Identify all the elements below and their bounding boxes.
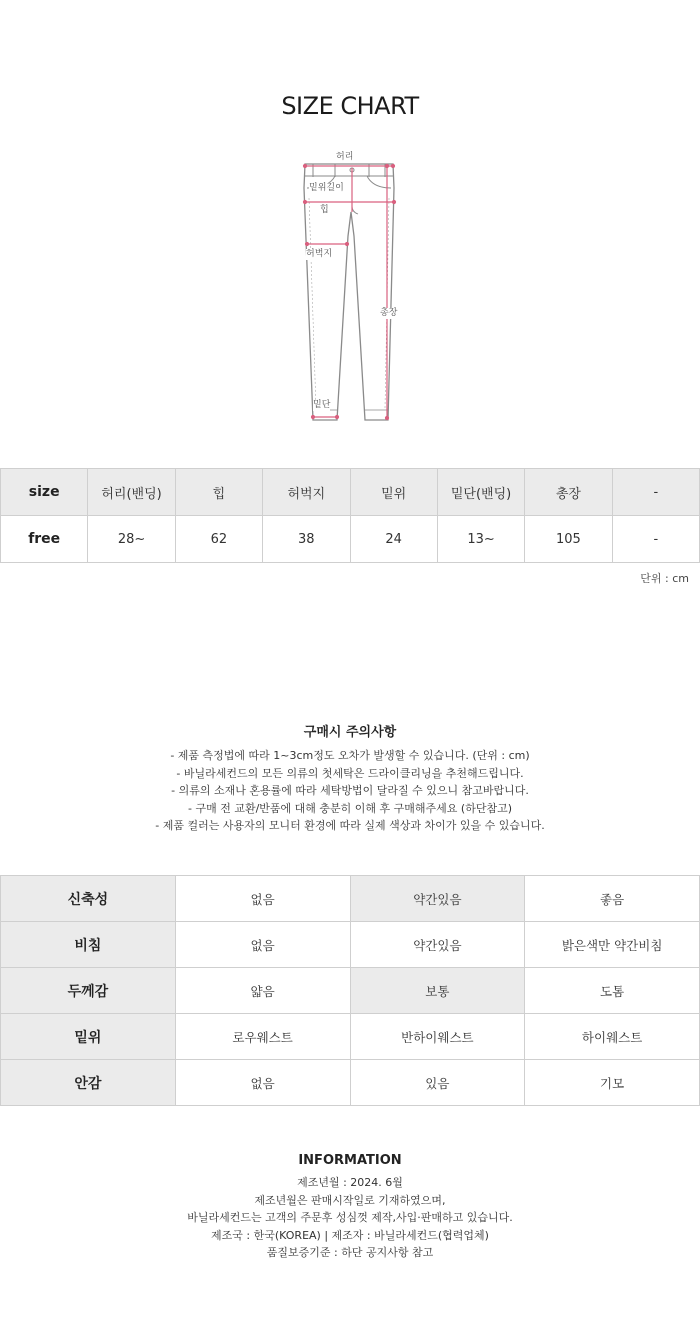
feel-option: 얇음	[175, 968, 350, 1014]
size-cell: 28~	[88, 516, 175, 563]
feel-row-lining	[1, 1060, 700, 1106]
size-cell: -	[612, 516, 699, 563]
fabric-feel-table	[0, 875, 700, 1106]
notice-line: - 의류의 소재나 혼용률에 따라 세탁방법이 달라질 수 있으니 참고바랍니다.	[171, 784, 529, 797]
info-line: 제조년월 : 2024. 6월	[297, 1176, 403, 1189]
feel-row-label: 두께감	[1, 968, 176, 1014]
info-line: 바닐라세컨드는 고객의 주문후 성심껏 제작,사입·판매하고 있습니다.	[187, 1211, 513, 1224]
feel-row-rise	[1, 1014, 700, 1060]
size-table-header	[1, 469, 700, 516]
feel-option: 약간있음	[350, 922, 525, 968]
feel-option: 반하이웨스트	[350, 1014, 525, 1060]
size-header-cell: 허벅지	[263, 469, 350, 516]
size-header-cell: 총장	[525, 469, 612, 516]
feel-row-thickness	[1, 968, 700, 1014]
notice-line: - 바닐라세컨드의 모든 의류의 첫세탁은 드라이클리닝을 추천해드립니다.	[176, 766, 524, 780]
size-cell: 24	[350, 516, 437, 563]
feel-option: 없음	[175, 876, 350, 922]
size-header-cell: 밑단(밴딩)	[437, 469, 524, 516]
feel-option: 좋음	[525, 876, 700, 922]
notice-line: - 제품 컬러는 사용자의 모니터 환경에 따라 실제 색상과 차이가 있을 수 있습니다.	[155, 819, 545, 832]
notice-line: - 제품 측정법에 따라 1~3cm정도 오차가 발생할 수 있습니다. (단위 : cm)	[170, 749, 530, 762]
feel-option: 있음	[350, 1060, 525, 1106]
purchase-notice	[0, 721, 700, 835]
feel-row-label: 밑위	[1, 1014, 176, 1060]
feel-row-label: 신축성	[1, 876, 176, 922]
feel-option: 기모	[525, 1060, 700, 1106]
feel-option: 없음	[175, 922, 350, 968]
thigh-label: 허벅지	[306, 249, 333, 259]
hem-label: 밑단	[313, 400, 331, 410]
feel-option: 밝은색만 약간비침	[525, 922, 700, 968]
size-header-cell: size	[1, 469, 88, 516]
info-line: 제조년월은 판매시작일로 기재하였으며,	[254, 1193, 446, 1207]
length-label: 총장	[380, 308, 398, 318]
notice-title: 구매시 주의사항	[303, 725, 397, 740]
unit-note: 단위 : cm	[640, 572, 689, 585]
notice-line: - 구매 전 교환/반품에 대해 충분히 이해 후 구매해주세요 (하단참고)	[187, 801, 512, 815]
feel-option: 도톰	[525, 968, 700, 1014]
size-cell: 105	[525, 516, 612, 563]
size-header-cell: 허리(밴딩)	[88, 469, 175, 516]
hip-label: 힙	[320, 205, 329, 215]
info-line: 제조국 : 한국(KOREA) | 제조자 : 바닐라세컨드(협력업체)	[211, 1228, 489, 1242]
size-cell: free	[1, 516, 88, 563]
feel-option: 로우웨스트	[175, 1014, 350, 1060]
size-header-cell: 밑위	[350, 469, 437, 516]
info-title: INFORMATION	[298, 1153, 402, 1168]
size-cell: 62	[175, 516, 262, 563]
feel-row-sheerness	[1, 922, 700, 968]
feel-row-label: 비침	[1, 922, 176, 968]
size-table-row	[1, 516, 700, 563]
waist-label: 허리	[336, 152, 354, 162]
rise-label: 밑위길이	[309, 183, 344, 193]
product-information	[0, 1153, 700, 1262]
size-cell: 13~	[437, 516, 524, 563]
size-cell: 38	[263, 516, 350, 563]
pants-diagram	[295, 148, 407, 428]
feel-option: 보통	[350, 968, 525, 1014]
feel-option: 하이웨스트	[525, 1014, 700, 1060]
feel-row-stretch	[1, 876, 700, 922]
feel-option: 약간있음	[350, 876, 525, 922]
size-header-cell: 힙	[175, 469, 262, 516]
page-title: SIZE CHART	[281, 92, 419, 120]
size-header-cell: -	[612, 469, 699, 516]
info-line: 품질보증기준 : 하단 공지사항 참고	[266, 1246, 434, 1259]
feel-row-label: 안감	[1, 1060, 176, 1106]
size-table	[0, 468, 700, 563]
feel-option: 없음	[175, 1060, 350, 1106]
